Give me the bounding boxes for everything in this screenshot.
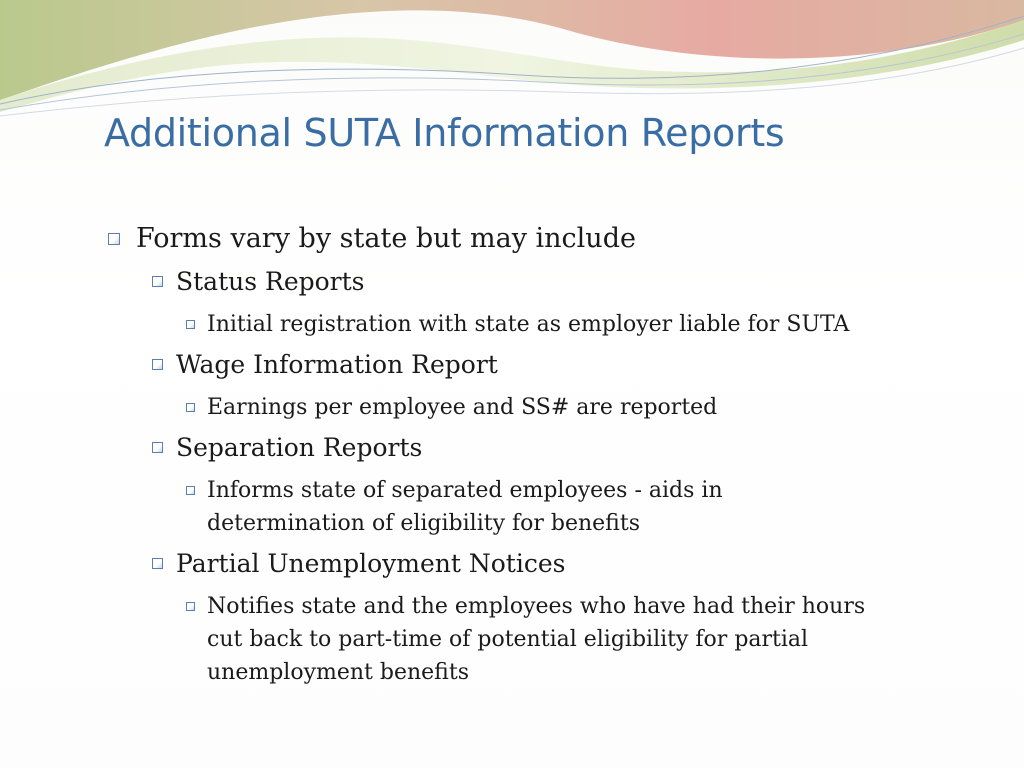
bullet-text-line: determination of eligibility for benefits <box>207 511 640 536</box>
square-bullet-icon <box>108 233 120 245</box>
square-bullet-icon <box>152 558 163 569</box>
square-bullet-icon <box>186 602 195 611</box>
bullet-text: Forms vary by state but may include <box>136 223 636 254</box>
square-bullet-icon <box>152 442 163 453</box>
square-bullet-icon <box>186 403 195 412</box>
square-bullet-icon <box>152 276 163 287</box>
square-bullet-icon <box>152 359 163 370</box>
bullet-text: Separation Reports <box>176 433 423 462</box>
bullet-wage-information-report <box>104 347 944 383</box>
bullet-partial-unemployment-notices <box>104 546 944 582</box>
bullet-status-detail <box>104 308 944 341</box>
bullet-text: Initial registration with state as employer liable for SUTA <box>207 312 850 337</box>
bullet-text: Earnings per employee and SS# are reported <box>207 395 718 420</box>
bullet-separation-detail <box>104 474 944 540</box>
bullet-list <box>104 220 944 689</box>
bullet-text-line: cut back to part-time of potential eligibility for partial <box>207 627 809 652</box>
bullet-text: Wage Information Report <box>176 350 498 379</box>
bullet-text-line: unemployment benefits <box>207 660 469 685</box>
bullet-text: Partial Unemployment Notices <box>176 549 566 578</box>
bullet-intro <box>104 220 944 258</box>
bullet-wage-detail <box>104 391 944 424</box>
bullet-status-reports <box>104 264 944 300</box>
square-bullet-icon <box>186 320 195 329</box>
bullet-partial-detail <box>104 590 944 689</box>
square-bullet-icon <box>186 486 195 495</box>
slide-title: Additional SUTA Information Reports <box>104 111 785 155</box>
bullet-text-line: Notifies state and the employees who have had their hours <box>207 594 866 619</box>
bullet-text-line: Informs state of separated employees - aids in <box>207 478 723 503</box>
bullet-text: Status Reports <box>176 267 365 296</box>
bullet-separation-reports <box>104 430 944 466</box>
